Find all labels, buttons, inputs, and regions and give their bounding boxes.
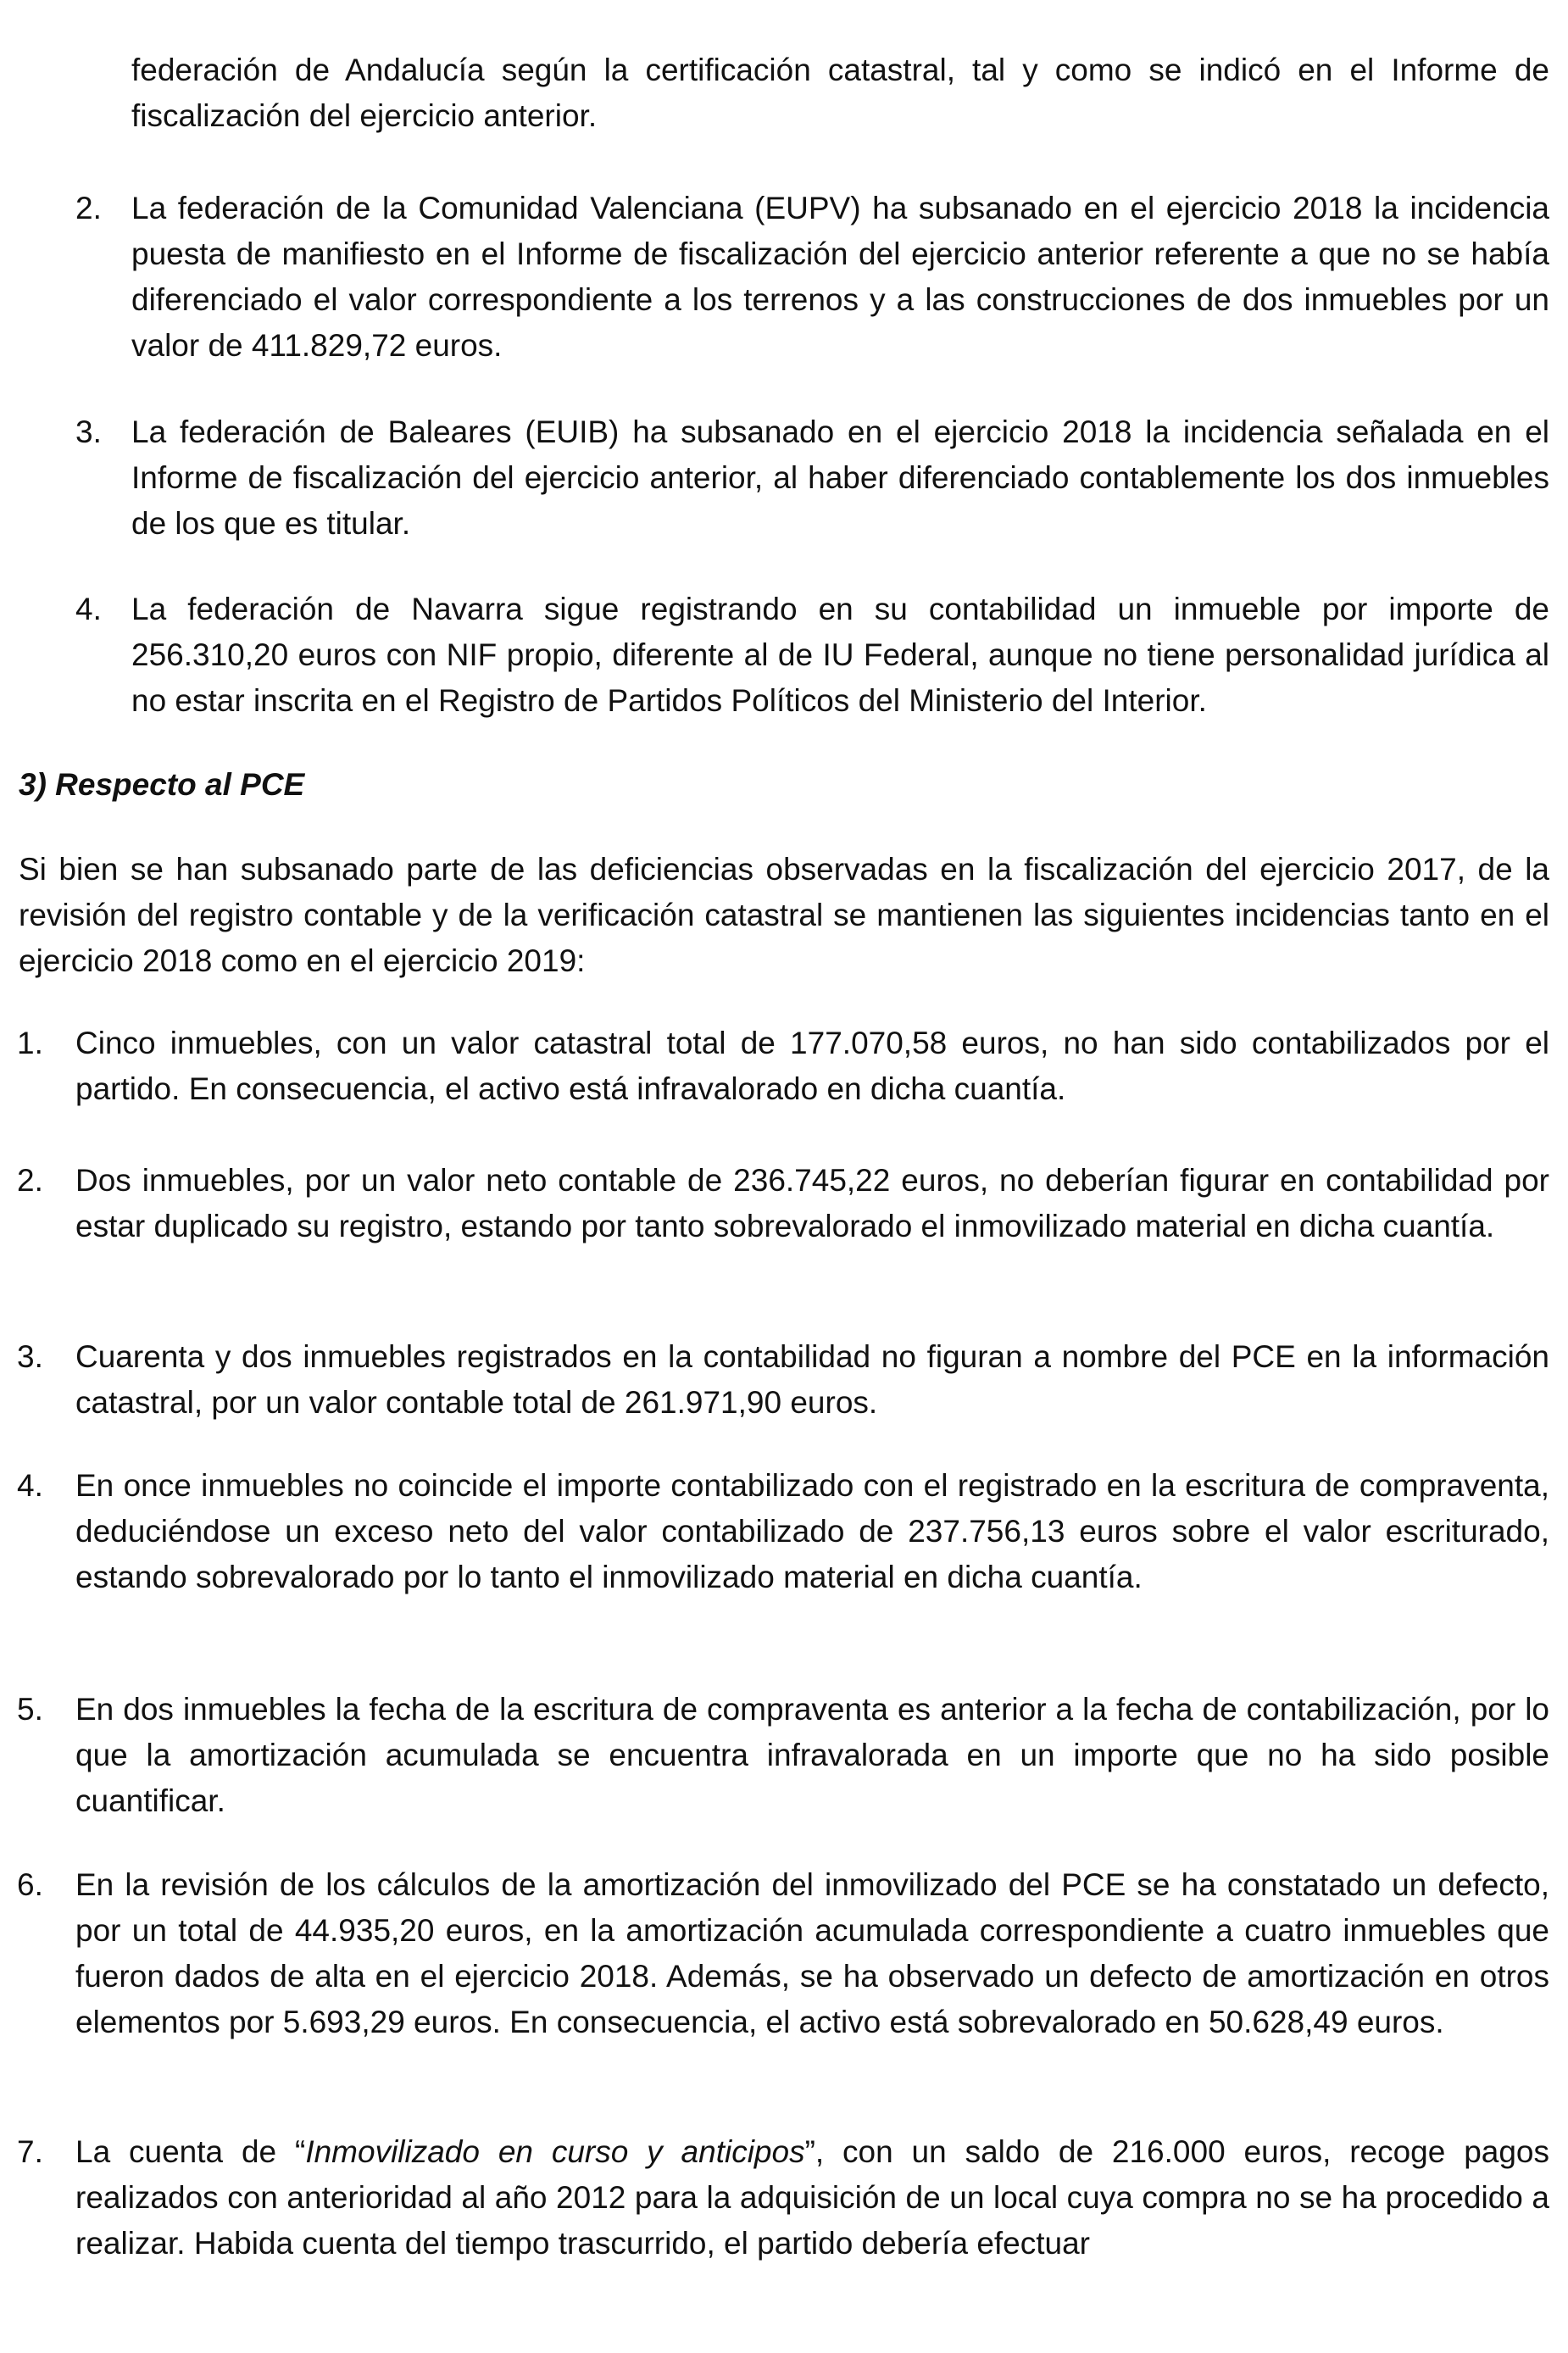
- pce-item-7-number: 7.: [17, 2134, 43, 2169]
- federacion-item-4-number: 4.: [75, 592, 102, 626]
- pce-item-7-text-after: ”, con un saldo de 216.000 euros, recoge pagos realizados con anterioridad al año 2012 para la adquisición de un local cuya compra no se ha procedido a realizar. Habida cuenta del tiempo trascurrido, el partido debería efectuar: [75, 2134, 1550, 2261]
- pce-item-4-number: 4.: [17, 1468, 43, 1503]
- pce-item-6-number: 6.: [17, 1867, 43, 1902]
- section-intro: Si bien se han subsanado parte de las deficiencias observadas en la fiscalización del ejercicio 2017, de la revisión del registro contable y de la verificación catastral se mantienen las siguientes incidencias tanto en el ejercicio 2018 como en el ejercicio 2019:: [19, 852, 1549, 978]
- federacion-item-2-number: 2.: [75, 191, 102, 225]
- pce-item-2-number: 2.: [17, 1163, 43, 1198]
- pce-item-7-text: [75, 2129, 1549, 2267]
- continuation-paragraph: federación de Andalucía según la certificación catastral, tal y como se indicó en el Informe de fiscalización del ejercicio anterior.: [131, 53, 1549, 133]
- pce-item-1-number: 1.: [17, 1026, 43, 1060]
- pce-item-1-text: Cinco inmuebles, con un valor catastral total de 177.070,58 euros, no han sido contabilizados por el partido. En consecuencia, el activo está infravalorado en dicha cuantía.: [75, 1026, 1549, 1106]
- pce-item-5-text: En dos inmuebles la fecha de la escritura de compraventa es anterior a la fecha de contabilización, por lo que la amortización acumulada se encuentra infravalorada en un importe que no ha sido posible cuantificar.: [75, 1692, 1549, 1818]
- pce-item-6-text: En la revisión de los cálculos de la amortización del inmovilizado del PCE se ha constatado un defecto, por un total de 44.935,20 euros, en la amortización acumulada correspondiente a cuatro inmuebles que fueron dados de alta en el ejercicio 2018. Además, se ha observado un defecto de amortización en otros elementos por 5.693,29 euros. En consecuencia, el activo está sobrevalorado en 50.628,49 euros.: [75, 1867, 1549, 2039]
- pce-item-3-number: 3.: [17, 1339, 43, 1374]
- pce-item-7-text-before: La cuenta de “: [75, 2134, 306, 2169]
- pce-item-4-text: En once inmuebles no coincide el importe contabilizado con el registrado en la escritura de compraventa, deduciéndose un exceso neto del valor contabilizado de 237.756,13 euros sobre el valor escriturado, estando sobrevalorado por lo tanto el inmovilizado material en dicha cuantía.: [75, 1468, 1549, 1594]
- federacion-item-3-number: 3.: [75, 414, 102, 449]
- federacion-item-3-text: La federación de Baleares (EUIB) ha subsanado en el ejercicio 2018 la incidencia señalada en el Informe de fiscalización del ejercicio anterior, al haber diferenciado contablemente los dos inmuebles de los que es titular.: [131, 414, 1549, 541]
- federacion-item-4-text: La federación de Navarra sigue registrando en su contabilidad un inmueble por importe de 256.310,20 euros con NIF propio, diferente al de IU Federal, aunque no tiene personalidad jurídica al no estar inscrita en el Registro de Partidos Políticos del Ministerio del Interior.: [131, 592, 1549, 718]
- pce-item-7-account-name: Inmovilizado en curso y anticipos: [305, 2134, 805, 2169]
- pce-item-5-number: 5.: [17, 1692, 43, 1727]
- federacion-item-2-text: La federación de la Comunidad Valenciana (EUPV) ha subsanado en el ejercicio 2018 la incidencia puesta de manifiesto en el Informe de fiscalización del ejercicio anterior referente a que no se había diferenciado el valor correspondiente a los terrenos y a las construcciones de dos inmuebles por un valor de 411.829,72 euros.: [131, 191, 1549, 363]
- pce-item-3-text: Cuarenta y dos inmuebles registrados en la contabilidad no figuran a nombre del PCE en la información catastral, por un valor contable total de 261.971,90 euros.: [75, 1339, 1549, 1420]
- section-heading: 3) Respecto al PCE: [19, 767, 305, 802]
- pce-item-2-text: Dos inmuebles, por un valor neto contable de 236.745,22 euros, no deberían figurar en contabilidad por estar duplicado su registro, estando por tanto sobrevalorado el inmovilizado material en dicha cuantía.: [75, 1163, 1549, 1243]
